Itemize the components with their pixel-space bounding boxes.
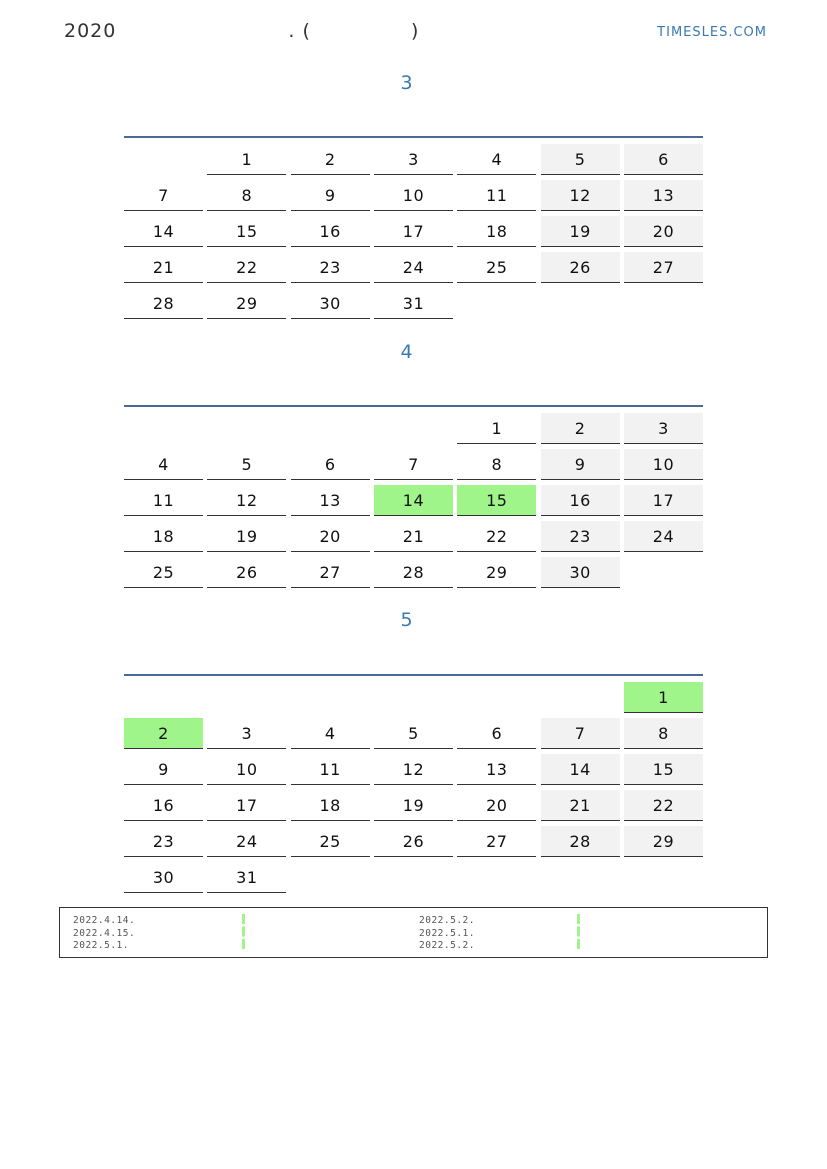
weekend-day-cell[interactable]: 27: [624, 252, 703, 283]
day-cell[interactable]: 23: [124, 826, 203, 857]
day-cell[interactable]: 27: [457, 826, 536, 857]
day-cell[interactable]: 25: [291, 826, 370, 857]
day-cell[interactable]: 16: [124, 790, 203, 821]
day-cell[interactable]: 29: [207, 288, 286, 319]
day-cell[interactable]: 22: [207, 252, 286, 283]
empty-cell: [124, 144, 203, 175]
day-cell[interactable]: 10: [374, 180, 453, 211]
weekend-day-cell[interactable]: 8: [624, 718, 703, 749]
weekend-day-cell[interactable]: 20: [624, 216, 703, 247]
day-cell[interactable]: 2: [291, 144, 370, 175]
day-cell[interactable]: 5: [207, 449, 286, 480]
month-calendar: [124, 674, 703, 898]
holiday-day-cell[interactable]: 14: [374, 485, 453, 516]
holiday-day-cell[interactable]: 15: [457, 485, 536, 516]
day-cell[interactable]: 28: [124, 288, 203, 319]
empty-cell: [207, 413, 286, 444]
note-line: 2022.5.1.: [73, 940, 129, 951]
weekend-day-cell[interactable]: 5: [541, 144, 620, 175]
weekend-day-cell[interactable]: 17: [624, 485, 703, 516]
weekend-day-cell[interactable]: 9: [541, 449, 620, 480]
empty-cell: [207, 682, 286, 713]
holiday-color-marker: [242, 914, 245, 950]
weekend-day-cell[interactable]: 24: [624, 521, 703, 552]
day-cell[interactable]: 17: [374, 216, 453, 247]
day-cell[interactable]: 9: [291, 180, 370, 211]
day-cell[interactable]: 10: [207, 754, 286, 785]
empty-cell: [291, 682, 370, 713]
day-cell[interactable]: 25: [124, 557, 203, 588]
weekend-day-cell[interactable]: 26: [541, 252, 620, 283]
note-line: 2022.4.15.: [73, 927, 136, 939]
day-cell[interactable]: 24: [374, 252, 453, 283]
note-line: 2022.5.2.: [419, 940, 475, 951]
site-link[interactable]: TIMESLES.COM: [657, 25, 767, 40]
day-cell[interactable]: 25: [457, 252, 536, 283]
day-cell[interactable]: 13: [457, 754, 536, 785]
weekend-day-cell[interactable]: 10: [624, 449, 703, 480]
day-cell[interactable]: 30: [124, 862, 203, 893]
day-cell[interactable]: 20: [291, 521, 370, 552]
empty-cell: [541, 682, 620, 713]
day-cell[interactable]: 26: [207, 557, 286, 588]
calendar-grid: [124, 144, 703, 324]
year-label: 2020: [64, 20, 117, 42]
weekend-day-cell[interactable]: 29: [624, 826, 703, 857]
day-cell[interactable]: 11: [124, 485, 203, 516]
weekend-day-cell[interactable]: 28: [541, 826, 620, 857]
weekend-day-cell[interactable]: 21: [541, 790, 620, 821]
notes-column: [419, 915, 475, 953]
day-cell[interactable]: 30: [291, 288, 370, 319]
calendar-grid: [124, 682, 703, 898]
weekend-day-cell[interactable]: 16: [541, 485, 620, 516]
weekend-day-cell[interactable]: 15: [624, 754, 703, 785]
month-calendar: [124, 405, 703, 593]
note-line: 2022.5.1.: [419, 927, 475, 939]
holiday-day-cell[interactable]: 2: [124, 718, 203, 749]
day-cell[interactable]: 6: [457, 718, 536, 749]
empty-cell: [124, 413, 203, 444]
day-cell[interactable]: 19: [207, 521, 286, 552]
day-cell[interactable]: 22: [457, 521, 536, 552]
calendar-top-rule: [124, 136, 703, 138]
day-cell[interactable]: 8: [457, 449, 536, 480]
weekend-day-cell[interactable]: 7: [541, 718, 620, 749]
day-cell[interactable]: 24: [207, 826, 286, 857]
day-cell[interactable]: 15: [207, 216, 286, 247]
weekend-day-cell[interactable]: 14: [541, 754, 620, 785]
day-cell[interactable]: 13: [291, 485, 370, 516]
day-cell[interactable]: 12: [207, 485, 286, 516]
weekend-day-cell[interactable]: 3: [624, 413, 703, 444]
day-cell[interactable]: 28: [374, 557, 453, 588]
day-cell[interactable]: 14: [124, 216, 203, 247]
weekend-day-cell[interactable]: 30: [541, 557, 620, 588]
weekend-day-cell[interactable]: 12: [541, 180, 620, 211]
day-cell[interactable]: 4: [291, 718, 370, 749]
day-cell[interactable]: 9: [124, 754, 203, 785]
page-header: [64, 20, 419, 42]
day-cell[interactable]: 8: [207, 180, 286, 211]
day-cell[interactable]: 21: [124, 252, 203, 283]
month-title: 4: [400, 341, 413, 363]
weekend-day-cell[interactable]: 19: [541, 216, 620, 247]
day-cell[interactable]: 21: [374, 521, 453, 552]
note-line: 2022.4.14.: [73, 915, 136, 926]
day-cell[interactable]: 18: [291, 790, 370, 821]
day-cell[interactable]: 18: [124, 521, 203, 552]
day-cell[interactable]: 7: [124, 180, 203, 211]
day-cell[interactable]: 31: [374, 288, 453, 319]
day-cell[interactable]: 11: [457, 180, 536, 211]
empty-cell: [374, 682, 453, 713]
calendar-grid: [124, 413, 703, 593]
day-cell[interactable]: 4: [124, 449, 203, 480]
empty-cell: [457, 682, 536, 713]
day-cell[interactable]: 31: [207, 862, 286, 893]
day-cell[interactable]: 23: [291, 252, 370, 283]
day-cell[interactable]: 7: [374, 449, 453, 480]
day-cell[interactable]: 26: [374, 826, 453, 857]
day-cell[interactable]: 1: [457, 413, 536, 444]
calendar-top-rule: [124, 674, 703, 676]
day-cell[interactable]: 18: [457, 216, 536, 247]
paren-dot: .: [288, 20, 296, 42]
header-parenthetical: [288, 20, 419, 42]
month-calendar: [124, 136, 703, 324]
holiday-day-cell[interactable]: 1: [624, 682, 703, 713]
day-cell[interactable]: 4: [457, 144, 536, 175]
day-cell[interactable]: 17: [207, 790, 286, 821]
day-cell[interactable]: 16: [291, 216, 370, 247]
day-cell[interactable]: 11: [291, 754, 370, 785]
weekend-day-cell[interactable]: 13: [624, 180, 703, 211]
day-cell[interactable]: 3: [207, 718, 286, 749]
paren-close: ): [410, 20, 420, 42]
weekend-day-cell[interactable]: 6: [624, 144, 703, 175]
holiday-notes: [59, 907, 768, 958]
note-line: 2022.5.2.: [419, 915, 475, 926]
empty-cell: [124, 682, 203, 713]
weekend-day-cell[interactable]: 22: [624, 790, 703, 821]
month-title: 3: [400, 72, 413, 94]
day-cell[interactable]: 3: [374, 144, 453, 175]
holiday-color-marker: [577, 914, 580, 950]
day-cell[interactable]: 19: [374, 790, 453, 821]
day-cell[interactable]: 6: [291, 449, 370, 480]
day-cell[interactable]: 20: [457, 790, 536, 821]
empty-cell: [374, 413, 453, 444]
weekend-day-cell[interactable]: 23: [541, 521, 620, 552]
calendar-top-rule: [124, 405, 703, 407]
notes-column: [73, 915, 135, 953]
weekend-day-cell[interactable]: 2: [541, 413, 620, 444]
day-cell[interactable]: 5: [374, 718, 453, 749]
paren-open: (: [302, 20, 311, 42]
day-cell[interactable]: 12: [374, 754, 453, 785]
day-cell[interactable]: 27: [291, 557, 370, 588]
empty-cell: [291, 413, 370, 444]
month-title: 5: [400, 609, 413, 631]
day-cell[interactable]: 29: [457, 557, 536, 588]
day-cell[interactable]: 1: [207, 144, 286, 175]
